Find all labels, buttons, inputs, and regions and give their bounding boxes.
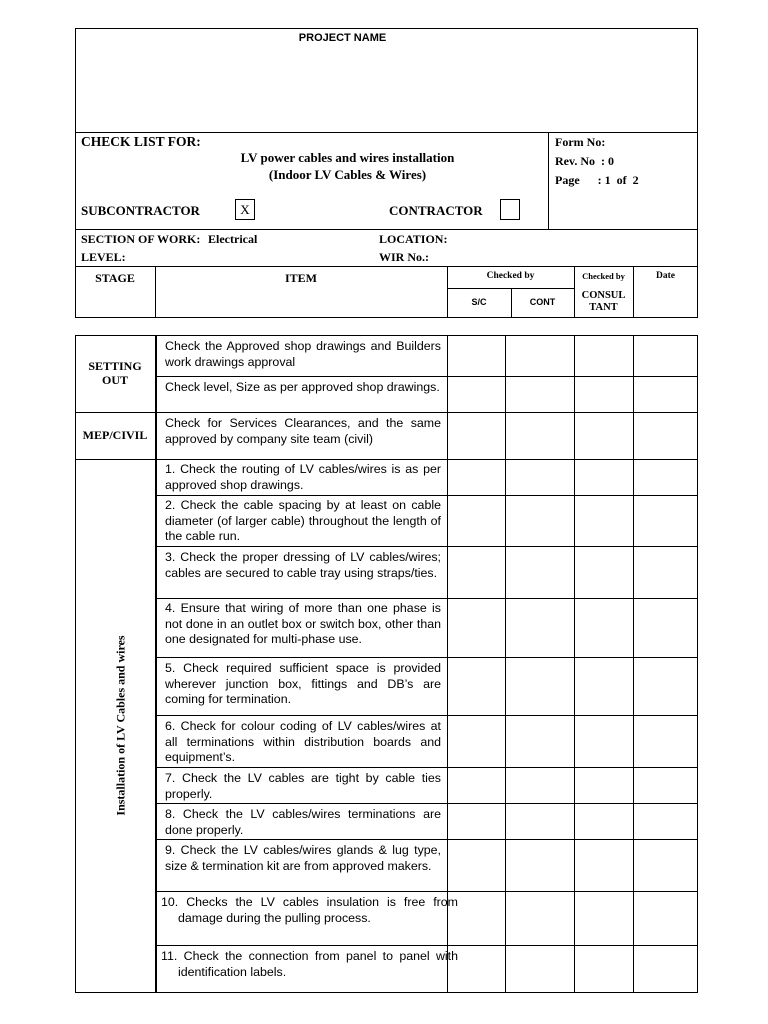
checklist-item: 5. Check required sufficient space is provided wherever junction box, fittings and DB’s are coming for termination. [165, 661, 441, 706]
subcontractor-label: SUBCONTRACTOR [81, 203, 200, 218]
divider [75, 132, 698, 133]
divider [75, 459, 698, 460]
column-item: ITEM [284, 271, 317, 285]
divider [155, 495, 698, 496]
stage-setting-out [75, 359, 155, 387]
form-no: Form No: [555, 135, 606, 149]
stage-setting-out-line1: SETTING [88, 359, 142, 373]
checklist-item: 10. Checks the LV cables insulation is free from damage during the pulling process. [161, 895, 458, 925]
checklist-item: 2. Check the cable spacing by at least on cable diameter (of larger cable) throughout the length of the cable run. [165, 498, 441, 543]
stage-installation: Installation of LV Cables and wires [113, 635, 128, 816]
checklist-item: 4. Ensure that wiring of more than one phase is not done in an outlet box or switch box, other than one designated for multi-phase use. [165, 601, 441, 646]
divider [75, 229, 698, 230]
divider [75, 266, 698, 267]
checklist-item: Check level, Size as per approved shop drawings. [165, 380, 440, 394]
divider [155, 376, 698, 377]
subcontractor-checkbox[interactable] [235, 199, 255, 220]
divider [155, 657, 698, 658]
section-of-work-value: Electrical [208, 232, 258, 246]
divider [155, 335, 157, 993]
divider [574, 335, 575, 993]
rev-no: Rev. No : 0 [555, 154, 614, 168]
column-cont: CONT [529, 297, 556, 307]
divider [633, 335, 634, 993]
checklist-item: 8. Check the LV cables/wires terminations are done properly. [165, 807, 441, 837]
divider [155, 598, 698, 599]
divider [75, 412, 698, 413]
project-name: PROJECT NAME [298, 32, 387, 44]
column-stage: STAGE [95, 271, 135, 285]
column-sc: S/C [471, 297, 487, 307]
column-date: Date [656, 271, 675, 281]
location-label: LOCATION: [379, 232, 448, 246]
column-consultant-line2: TANT [589, 302, 618, 313]
divider [155, 546, 698, 547]
divider [155, 839, 698, 840]
checklist-item: 11. Check the connection from panel to panel with identification labels. [161, 949, 458, 979]
column-checked-by: Checked by [486, 271, 535, 281]
checklist-for-label: CHECK LIST FOR: [81, 134, 201, 149]
checklist-item: 3. Check the proper dressing of LV cables/wires; cables are secured to cable tray using straps/ties. [165, 550, 441, 580]
divider [155, 767, 698, 768]
level-label: LEVEL: [81, 250, 126, 264]
divider [155, 945, 698, 946]
column-checked-by-2: Checked by [582, 271, 625, 281]
column-consultant [574, 290, 633, 314]
contractor-label: CONTRACTOR [389, 203, 483, 218]
stage-mep-civil: MEP/CIVIL [82, 428, 148, 442]
checklist-item: 9. Check the LV cables/wires glands & lug type, size & termination kit are from approved makers. [165, 843, 441, 873]
checklist-item: 6. Check for colour coding of LV cables/wires at all terminations within distribution boards and equipment’s. [165, 719, 441, 764]
stage-setting-out-line2: OUT [101, 373, 128, 387]
section-of-work-label: SECTION OF WORK: [81, 232, 201, 246]
wir-label: WIR No.: [379, 250, 429, 264]
subcontractor-mark: X [240, 202, 250, 217]
divider [155, 803, 698, 804]
checklist-subject-line1: LV power cables and wires installation [240, 150, 455, 165]
divider [155, 715, 698, 716]
page-number: Page : 1 of 2 [555, 173, 639, 187]
divider [505, 335, 506, 993]
checklist-item: 1. Check the routing of LV cables/wires is as per approved shop drawings. [165, 462, 441, 492]
contractor-checkbox[interactable] [500, 199, 520, 220]
checklist-item: Check the Approved shop drawings and Builders work drawings approval [165, 339, 441, 369]
checklist-item: 7. Check the LV cables are tight by cable ties properly. [165, 771, 441, 801]
divider [447, 288, 574, 289]
divider [155, 891, 698, 892]
column-consultant-line1: CONSUL [581, 290, 626, 301]
checklist-item: Check for Services Clearances, and the same approved by company site team (civil) [165, 416, 441, 446]
checklist-subject-line2: (Indoor LV Cables & Wires) [268, 167, 427, 182]
